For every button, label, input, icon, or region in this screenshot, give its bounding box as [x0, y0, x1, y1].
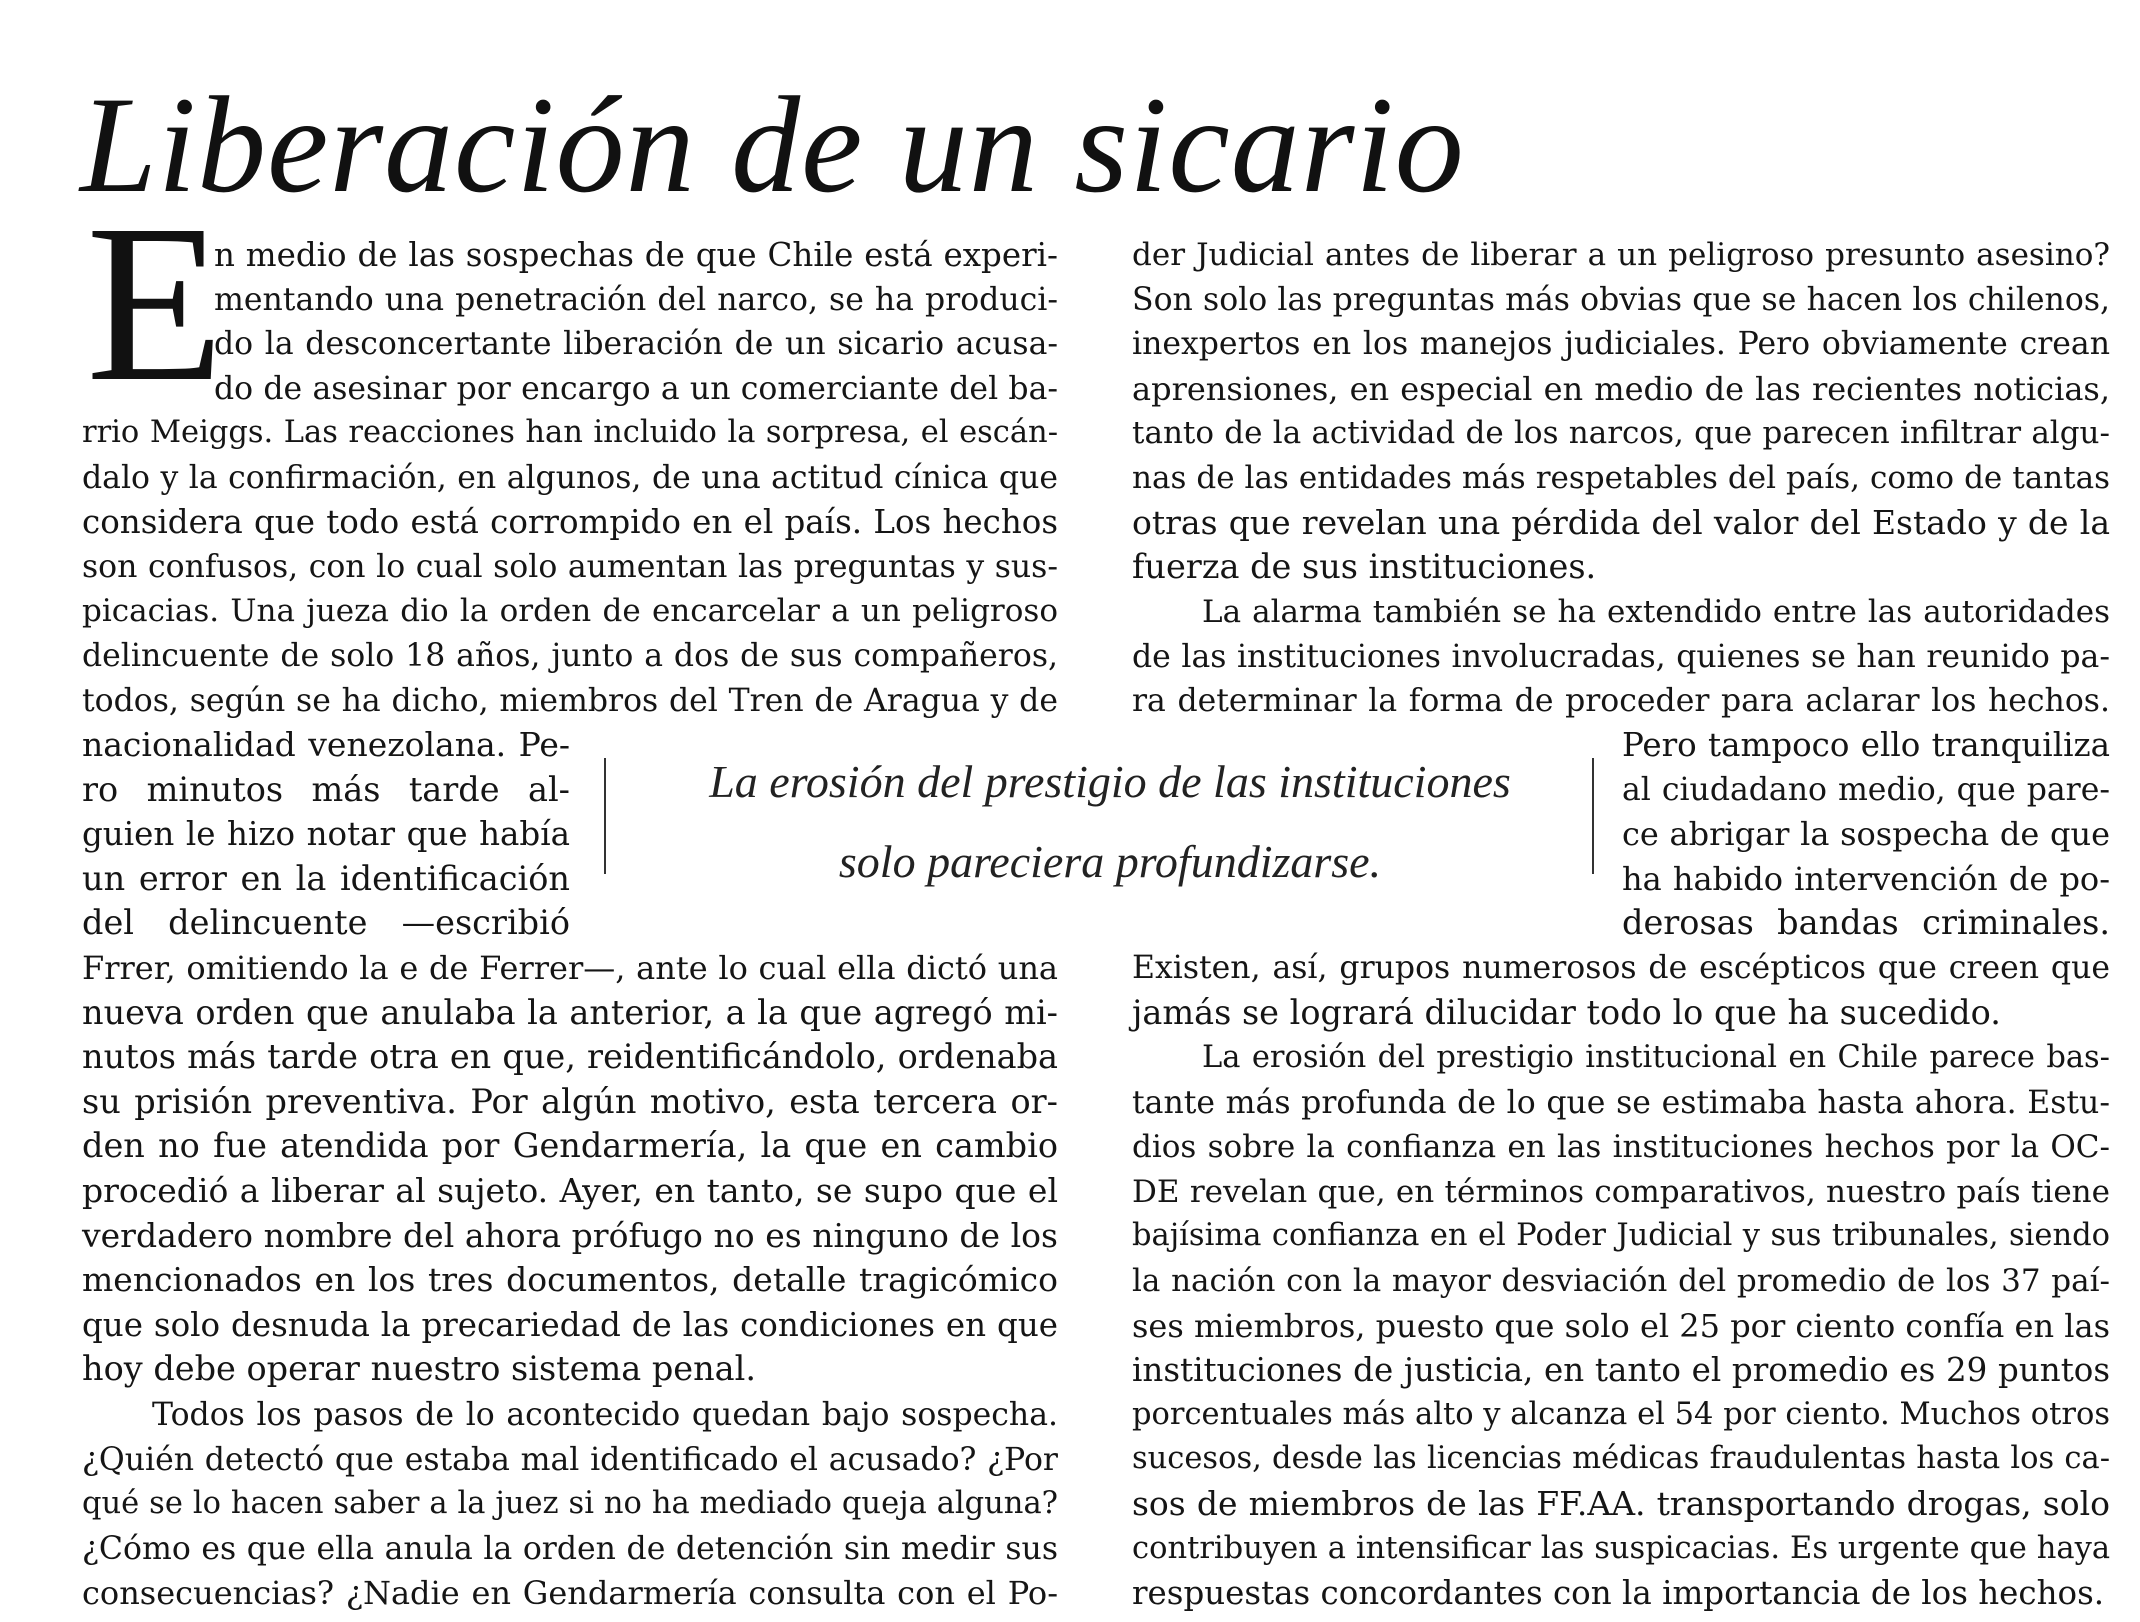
article-text-line: derosas bandas criminales. [1622, 903, 2110, 943]
article-text-line: dalo y la confirmación, en algunos, de una actitud cínica que [82, 459, 1058, 496]
article-text-line: Pero tampoco ello tranquiliza [1622, 726, 2110, 764]
article-text-line: delincuente de solo 18 años, junto a dos de sus compañeros, [82, 638, 1058, 674]
article-text-line: dios sobre la confianza en las instituciones hechos por la OC- [1132, 1129, 2110, 1166]
article-text-line: Frrer, omitiendo la e de Ferrer—, ante lo cual ella dictó una [82, 949, 1058, 987]
article-title: Liberación de un sicario [80, 68, 1465, 221]
article-text-line: hoy debe operar nuestro sistema penal. [82, 1349, 757, 1389]
article-text-line: nutos más tarde otra en que, reidentificándolo, ordenaba [82, 1037, 1058, 1077]
article-text-line: consecuencias? ¿Nadie en Gendarmería consulta con el Po- [82, 1574, 1058, 1613]
article-text-line: rrio Meiggs. Las reacciones han incluido la sorpresa, el escán- [82, 415, 1058, 450]
article-text-line: todos, según se ha dicho, miembros del Tren de Aragua y de [82, 682, 1058, 719]
article-text-line: otras que revelan una pérdida del valor del Estado y de la [1132, 502, 2110, 542]
article-text-line: tante más profunda de lo que se estimaba hasta ahora. Estu- [1132, 1084, 2110, 1121]
article-text-line: den no fue atendida por Gendarmería, la que en cambio [82, 1126, 1058, 1166]
article-text-line: ses miembros, puesto que solo el 25 por ciento confía en las [1132, 1306, 2110, 1345]
article-text-line: bajísima confianza en el Poder Judicial y sus tribunales, siendo [1132, 1218, 2110, 1254]
article-text-line: jamás se logrará dilucidar todo lo que ha sucedido. [1132, 992, 2001, 1032]
article-text-line: La alarma también se ha extendido entre las autoridades [1202, 594, 2110, 630]
article-text-line: al ciudadano medio, que pare- [1622, 771, 2110, 808]
article-text-line: ra determinar la forma de proceder para aclarar los hechos. [1132, 683, 2110, 720]
article-text-line: porcentuales más alto y alcanza el 54 por ciento. Muchos otros [1132, 1396, 2110, 1432]
article-text-line: ¿Quién detectó que estaba mal identificado el acusado? ¿Por [82, 1441, 1058, 1478]
article-text-line: verdadero nombre del ahora prófugo no es ninguno de los [82, 1215, 1058, 1255]
article-text-line: ha habido intervención de po- [1622, 859, 2110, 898]
article-text-line: procedió a liberar al sujeto. Ayer, en tanto, se supo que el [82, 1171, 1058, 1210]
article-text-line: fuerza de sus instituciones. [1132, 547, 1597, 587]
article-text-line: que solo desnuda la precariedad de las condiciones en que [82, 1305, 1058, 1344]
article-text-line: nas de las entidades más respetables del país, como de tantas [1132, 460, 2110, 496]
article-text-line: su prisión preventiva. Por algún motivo, esta tercera or- [82, 1081, 1058, 1121]
pull-quote-line: solo pareciera profundizarse. [838, 836, 1382, 887]
article-text-line: de las instituciones involucradas, quienes se han reunido pa- [1132, 638, 2110, 675]
article-text-line: respuestas concordantes con la importancia de los hechos. [1132, 1574, 2105, 1613]
pull-quote-rule-left [604, 758, 606, 874]
article-text-line: ¿Cómo es que ella anula la orden de detención sin medir sus [82, 1530, 1058, 1567]
article-text-line: DE revelan que, en términos comparativos, nuestro país tiene [1132, 1173, 2110, 1210]
article-text-line: n medio de las sospechas de que Chile está experi- [214, 236, 1058, 274]
article-text-line: instituciones de justicia, en tanto el promedio es 29 puntos [1132, 1351, 2110, 1390]
article-text-line: mencionados en los tres documentos, detalle tragicómico [82, 1260, 1058, 1300]
article-text-line: contribuyen a intensificar las suspicacias. Es urgente que haya [1132, 1530, 2110, 1566]
article-text-line: ce abrigar la sospecha de que [1622, 815, 2110, 854]
article-text-line: Todos los pasos de lo acontecido quedan bajo sospecha. [152, 1397, 1058, 1433]
article-text-line: picacias. Una jueza dio la orden de encarcelar a un peligroso [82, 593, 1058, 630]
article-text-line: Son solo las preguntas más obvias que se hacen los chilenos, [1132, 281, 2110, 318]
pull-quote-line: La erosión del prestigio de las instituciones [709, 756, 1511, 807]
article-text-line: do la desconcertante liberación de un sicario acusa- [214, 326, 1058, 363]
article-text-line: guien le hizo notar que había [82, 815, 570, 854]
article-text-line: ro minutos más tarde al- [82, 769, 570, 809]
article-text-line: La erosión del prestigio institucional en Chile parece bas- [1202, 1040, 2110, 1075]
article-text-line: un error en la identificación [82, 858, 570, 898]
article-text-line: considera que todo está corrompido en el país. Los hechos [82, 503, 1058, 542]
article-text-line: la nación con la mayor desviación del promedio de los 37 paí- [1132, 1263, 2110, 1299]
article-text-line: qué se lo hacen saber a la juez si no ha mediado queja alguna? [82, 1486, 1058, 1522]
article-text-line: aprensiones, en especial en medio de las recientes noticias, [1132, 369, 2110, 408]
article-text-line: der Judicial antes de liberar a un peligroso presunto asesino? [1132, 237, 2110, 273]
article-text-line: del delincuente —escribió [82, 903, 570, 943]
article-text-line: inexpertos en los manejos judiciales. Pero obviamente crean [1132, 326, 2110, 363]
article-text-line: nueva orden que anulaba la anterior, a la que agregó mi- [82, 992, 1058, 1032]
drop-cap: E [86, 178, 225, 428]
article-text-line: sucesos, desde las licencias médicas fraudulentas hasta los ca- [1132, 1441, 2110, 1477]
article-text-line: son confusos, con lo cual solo aumentan las preguntas y sus- [82, 548, 1058, 585]
article-text-line: do de asesinar por encargo a un comerciante del ba- [214, 370, 1058, 407]
article-text-line: tanto de la actividad de los narcos, que parecen infiltrar algu- [1132, 415, 2110, 452]
article-text-line: Existen, así, grupos numerosos de escépticos que creen que [1132, 950, 2110, 986]
article-text-line: sos de miembros de las FF.AA. transportando drogas, solo [1132, 1484, 2110, 1523]
article-text-line: nacionalidad venezolana. Pe- [82, 725, 570, 764]
article-text-line: mentando una penetración del narco, se ha produci- [214, 281, 1058, 318]
